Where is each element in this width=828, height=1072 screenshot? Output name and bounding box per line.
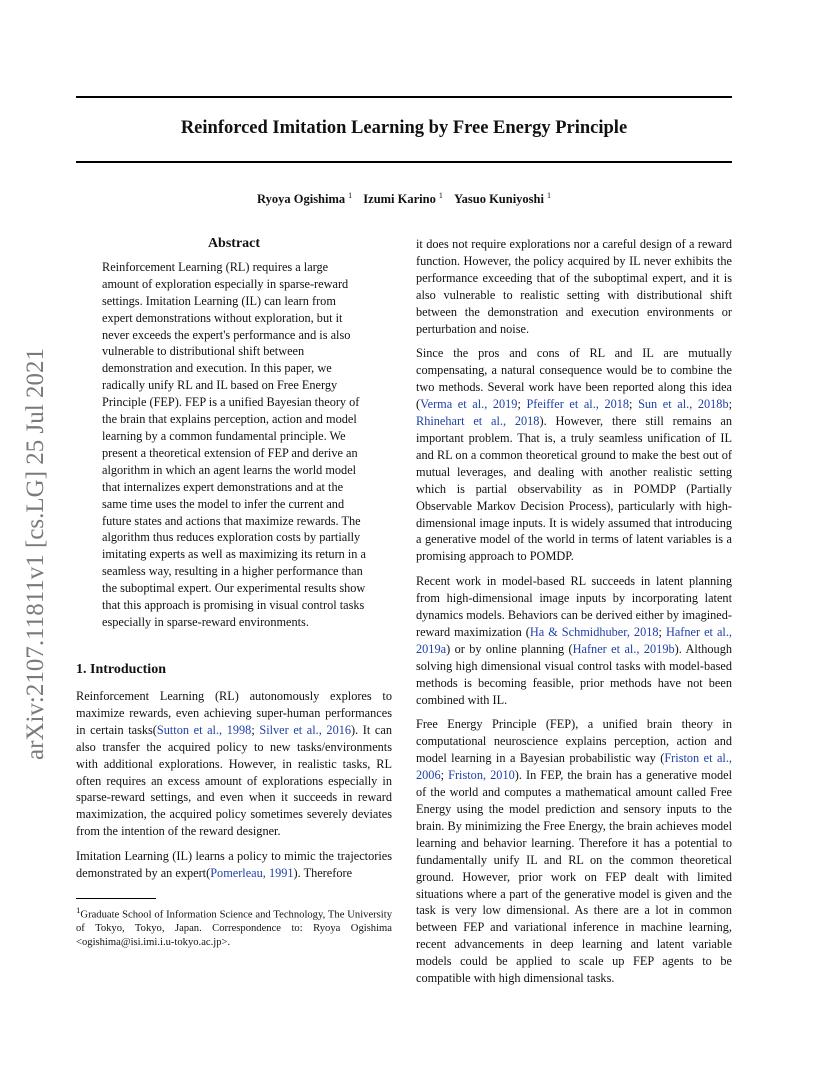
citation-link[interactable]: Silver et al., 2016 xyxy=(259,722,352,737)
footnote: $^1$Graduate School of Information Science and Technology, The University of Tokyo, Tokyo, Japan. Correspondence to: Ryoya Ogishima <ogishima@isi.imi.i.u-tokyo.ac.jp>. xyxy=(76,905,392,948)
author: Izumi Karino $^1$ xyxy=(363,191,443,207)
right-paragraph-3: Recent work in model-based RL succeeds in latent planning from high-dimensional image inputs by incorporating latent dynamics models. Behaviors can be derived either by imagined-reward maximization (Ha & Schmidhuber, 2018; Hafner et al., 2019a) or by online planning (Hafner et al., 2019b). Although solving high dimensional visual control tasks with model-based methods is becoming feasible, prior methods have not been combined with IL. xyxy=(416,574,732,707)
citation-link[interactable]: Pomerleau, 1991 xyxy=(210,866,294,881)
citation-link[interactable]: Sun et al., 2018b xyxy=(638,397,729,412)
author: Yasuo Kuniyoshi $^1$ xyxy=(453,191,551,207)
intro-paragraph-1: Reinforcement Learning (RL) autonomously explores to maximize rewards, even achieving super-human performances in certain tasks(Sutton et al., 1998; Silver et al., 2016). It can also transfer the acquired policy to new tasks/environments with additional explorations. However, in realistic tasks, RL often requires an excess amount of explorations especially in sparse-reward settings, and even when it succeeds in reward maximization, the acquired policy sometimes severely deviates from the intention of the reward designer. xyxy=(76,689,392,839)
right-paragraph-1: it does not require explorations nor a careful design of a reward function. However, the policy acquired by IL never exhibits the performance exceeding that of the suboptimal expert, and it is also vulnerable to realistic setting with distributional shift between the demonstration and execution environments or perturbation and noise. xyxy=(416,237,732,336)
author-list xyxy=(76,191,732,207)
citation-link[interactable]: Friston et al., 2006 xyxy=(416,751,732,783)
title-rule-top xyxy=(76,96,732,98)
citation-link[interactable]: Hafner et al., 2019b xyxy=(572,641,675,656)
citation-link[interactable]: Pfeiffer et al., 2018 xyxy=(526,397,630,412)
paper-title: Reinforced Imitation Learning by Free Energy Principle xyxy=(180,118,628,138)
citation-link[interactable]: Rhinehart et al., 2018 xyxy=(416,414,540,429)
author: Ryoya Ogishima $^1$ xyxy=(257,191,353,207)
abstract-heading: Abstract xyxy=(207,236,261,251)
citation-link[interactable]: Sutton et al., 1998 xyxy=(156,722,252,737)
section-heading-introduction: 1. Introduction xyxy=(76,662,166,677)
intro-column xyxy=(76,688,392,890)
right-paragraph-4: Free Energy Principle (FEP), a unified brain theory in computational neuroscience explains perception, action and model learning in a Bayesian probabilistic way (Friston et al., 2006; Friston, 2010). In FEP, the brain has a generative model of the world and computes a mathematical amount called Free Energy using the model prediction and sensory inputs to the brain. By minimizing the Free Energy, the brain achieves model learning and behavior learning. Therefore it has a potential to fundamentally unify IL and RL on the common theoretical ground. However, prior work on FEP dealt with limited situations where a part of the generative model is given and the task is very low dimensional. As there are a lot in common between FEP and variational inference in machine learning, recent advancements in deep learning and latent variable models could be applied to scale up FEP agents to be compatible with high dimensional tasks. xyxy=(416,717,732,986)
arxiv-stamp: arXiv:2107.11811v1 [cs.LG] 25 Jul 2021 xyxy=(22,348,49,760)
citation-link[interactable]: Hafner et al., 2019a xyxy=(416,624,732,656)
citation-link[interactable]: Ha & Schmidhuber, 2018 xyxy=(529,624,659,639)
footnote-rule xyxy=(76,898,156,899)
right-column xyxy=(416,236,732,995)
right-paragraph-2: Since the pros and cons of RL and IL are mutually compensating, a natural consequence would be to combine the two methods. Several work have been reported along this idea (Verma et al., 2019; Pfeiffer et al., 2018; Sun et al., 2018b; Rhinehart et al., 2018). However, there still remains an important problem. That is, a truly seamless unification of IL and RL on a common theoretical ground to make the best out of mutual leverages, and dealing with another realistic setting which is partial observability as in POMDP (Partially Observable Markov Decision Process), particularly with high-dimensional image inputs. It is widely assumed that introducing a generative model of the world in terms of latent variables is a promising approach to POMDP. xyxy=(416,346,733,564)
left-column xyxy=(76,236,392,631)
citation-link[interactable]: Friston, 2010 xyxy=(448,768,515,783)
title-rule-bottom xyxy=(76,161,732,163)
abstract-text: Reinforcement Learning (RL) requires a large amount of exploration especially in sparse-reward settings. Imitation Learning (IL) can learn from expert demonstrations without exploration, but it never exceeds the expert's performance and is also vulnerable to distributional shift between demonstration and execution. In this paper, we radically unify RL and IL based on Free Energy Principle (FEP). FEP is a unified Bayesian theory of the brain that explains perception, action and model learning by a common fundamental principle. We present a theoretical extension of FEP and derive an algorithm in which an agent learns the world model that internalizes expert demonstrations and at the same time uses the model to infer the current and future states and actions that maximize rewards. The algorithm thus reduces exploration costs by partially imitating experts as well as maximizing its return in a seamless way, resulting in a higher performance than the suboptimal expert. Our experimental results show that this approach is promising in visual control tasks especially in sparse-reward environments. xyxy=(102,259,366,629)
citation-link[interactable]: Verma et al., 2019 xyxy=(420,397,518,412)
intro-paragraph-2: Imitation Learning (IL) learns a policy to mimic the trajectories demonstrated by an expert(Pomerleau, 1991). Therefore xyxy=(76,849,392,881)
